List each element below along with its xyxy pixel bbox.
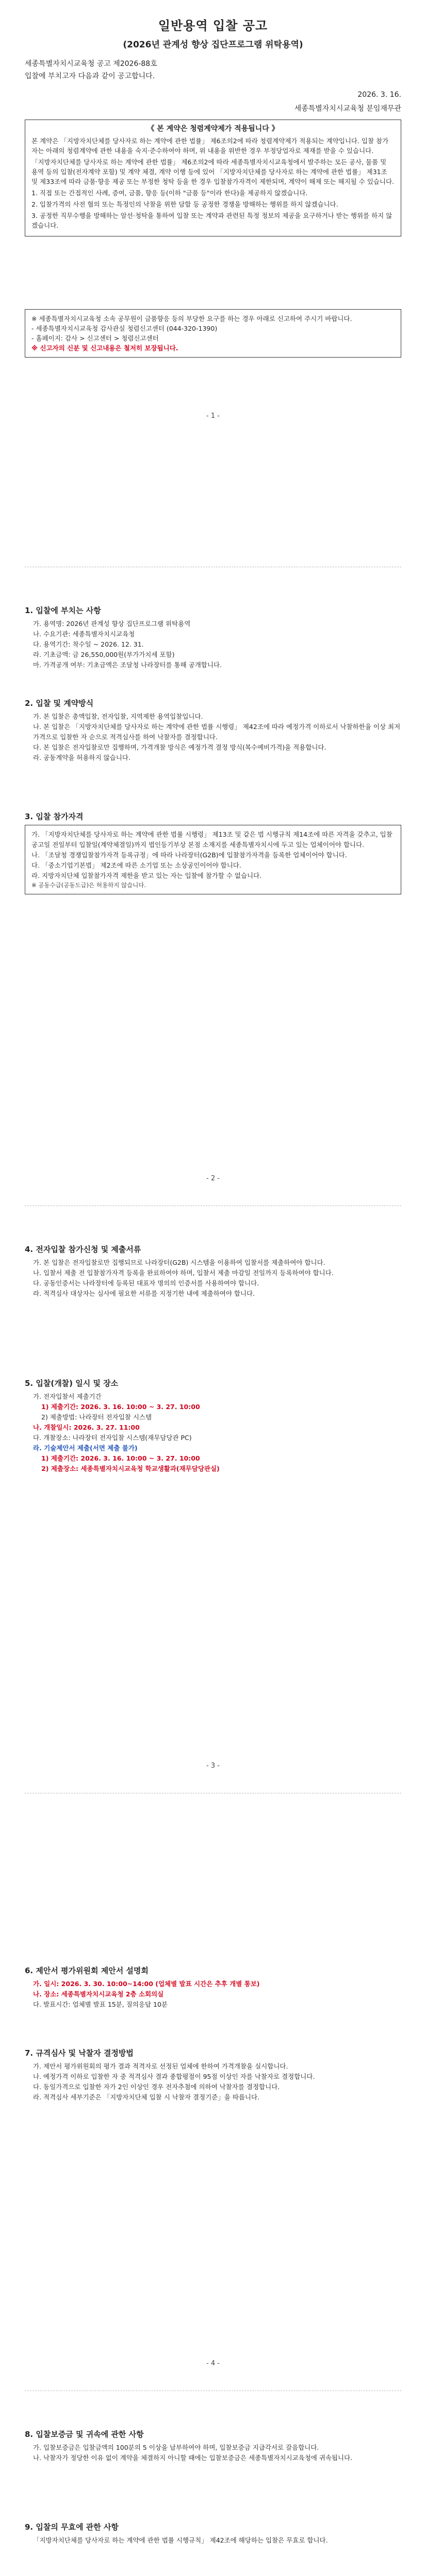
section-item: 나. 입찰서 제출 전 입찰참가자격 등록을 완료하여야 하며, 입찰서 제출 마감일 전일까지 등록하여야 합니다. bbox=[33, 1269, 334, 1277]
page-title: 일반용역 입찰 공고 bbox=[158, 19, 268, 33]
section-heading: 1. 입찰에 부치는 사항 bbox=[25, 606, 101, 615]
section-5 bbox=[25, 1370, 401, 1474]
section-item: 가. 본 입찰은 총액입찰, 전자입찰, 지역제한 용역입찰입니다. bbox=[33, 713, 203, 720]
section-item: 1) 제출기간: 2026. 3. 16. 10:00 ~ 3. 27. 10:00 bbox=[41, 1403, 200, 1411]
section-item: 라. 지방자치단체 입찰참가자격 제한을 받고 있는 자는 입찰에 참가할 수 없습니다. bbox=[31, 872, 262, 879]
page-number: - 1 - bbox=[206, 412, 220, 420]
section-7 bbox=[25, 2040, 401, 2103]
intro-block bbox=[25, 58, 401, 82]
intro-text: 입찰에 부치고자 다음과 같이 공고합니다. bbox=[25, 72, 155, 80]
section-item: 다. 본 입찰은 전자입찰로만 집행하며, 가격개찰 방식은 예정가격 결정 방식(복수예비가격)을 적용합니다. bbox=[33, 743, 326, 751]
section-item: 다. 동일가격으로 입찰한 자가 2인 이상인 경우 전자추첨에 의하여 낙찰자를 결정합니다. bbox=[33, 2083, 280, 2091]
section-9 bbox=[25, 2514, 401, 2546]
section-item: 가. 용역명: 2026년 관계성 향상 집단프로그램 위탁용역 bbox=[33, 620, 191, 628]
section-heading: 2. 입찰 및 계약방식 bbox=[25, 699, 94, 708]
report-line-4: ※ 신고자의 신분 및 신고내용은 철저히 보장됩니다. bbox=[31, 344, 178, 352]
page-number: - 3 - bbox=[206, 1762, 220, 1770]
section-item: 가. 전자입찰서 제출기간 bbox=[33, 1393, 102, 1400]
report-center-box bbox=[25, 309, 401, 358]
issuing-org: 세종특별자치시교육청 분임재무관 bbox=[294, 105, 401, 113]
section-2 bbox=[25, 690, 401, 763]
section-item: 나. 예정가격 이하로 입찰한 자 중 적격심사 결과 종합평점이 95점 이상인 자를 낙찰자로 결정합니다. bbox=[33, 2073, 315, 2080]
integrity-para-1: 본 계약은 「지방자치단체를 당사자로 하는 계약에 관한 법률」 제6조의2에 따라 청렴계약제가 적용되는 계약입니다. 입찰 참가자는 아래의 청렴계약에 관한 내용을 숙지·준수하여야 하며, 위 내용을 위반한 경우 부정당업자로 제재를 받을 수 있습니다. bbox=[31, 137, 389, 155]
section-3 bbox=[25, 804, 401, 894]
section-heading: 3. 입찰 참가자격 bbox=[25, 812, 84, 821]
section-item: 다. 「중소기업기본법」 제2조에 따른 소기업 또는 소상공인이어야 합니다. bbox=[31, 861, 241, 869]
section-1 bbox=[25, 598, 401, 670]
section-item: 가. 입찰보증금은 입찰금액의 100분의 5 이상을 납부하여야 하며, 입찰보증금 지급각서로 갈음합니다. bbox=[33, 2444, 319, 2451]
integrity-box-title: 《 본 계약은 청렴계약제가 적용됩니다 》 bbox=[147, 125, 279, 133]
section-item: 마. 가격공개 여부: 기초금액은 조달청 나라장터를 통해 공개합니다. bbox=[33, 661, 222, 669]
section-item: 라. 적격심사 세부기준은 「지방자치단체 입찰 시 낙찰자 결정기준」을 따릅니다. bbox=[33, 2093, 260, 2101]
report-line-2: - 세종특별자치시교육청 감사관실 청렴신고센터 (044-320-1390) bbox=[31, 325, 218, 332]
section-item: 1) 제출기간: 2026. 3. 16. 10:00 ~ 3. 27. 10:00 bbox=[41, 1454, 200, 1462]
section-heading: 4. 전자입찰 참가신청 및 제출서류 bbox=[25, 1245, 141, 1254]
eligibility-box bbox=[25, 825, 401, 894]
section-heading: 9. 입찰의 무효에 관한 사항 bbox=[25, 2522, 119, 2532]
section-item: 나. 본 입찰은 「지방자치단체를 당사자로 하는 계약에 관한 법률 시행령」 제42조에 따라 예정가격 이하로서 낙찰하한율 이상 최저가격으로 입찰한 자 순으로 적격심사를 하여 낙찰자를 결정합니다. bbox=[33, 723, 401, 741]
section-item: 라. 기술제안서 제출(서면 제출 불가) bbox=[33, 1444, 138, 1452]
section-item: 나. 수요기관: 세종특별자치시교육청 bbox=[33, 630, 135, 638]
integrity-para-5: 3. 공정한 직무수행을 방해하는 알선·청탁을 통하여 입찰 또는 계약과 관련된 특정 정보의 제공을 요구하거나 받는 행위를 하지 않겠습니다. bbox=[31, 212, 392, 229]
integrity-notice-box bbox=[25, 120, 401, 236]
section-item: 다. 용역기간: 착수일 ~ 2026. 12. 31. bbox=[33, 640, 144, 648]
report-line-1: ※ 세종특별자치시교육청 소속 공무원이 금품향응 등의 부당한 요구를 하는 경우 아래로 신고하여 주시기 바랍니다. bbox=[31, 315, 352, 323]
section-item: 가. 일시: 2026. 3. 30. 10:00~14:00 (업체별 발표 시간은 추후 개별 통보) bbox=[33, 1980, 260, 1988]
notice-date: 2026. 3. 16. bbox=[357, 91, 401, 99]
section-heading: 8. 입찰보증금 및 귀속에 관한 사항 bbox=[25, 2430, 144, 2439]
section-item: 나. 낙찰자가 정당한 이유 없이 계약을 체결하지 아니할 때에는 입찰보증금은 세종특별자치시교육청에 귀속됩니다. bbox=[33, 2454, 353, 2462]
section-item: 다. 개찰장소: 나라장터 전자입찰 시스템(재무담당관 PC) bbox=[33, 1434, 192, 1442]
page-number: - 4 - bbox=[206, 2360, 220, 2367]
section-8 bbox=[25, 2421, 401, 2463]
section-item: 2) 제출장소: 세종특별자치시교육청 학교생활과(재무담당관실) bbox=[41, 1465, 220, 1472]
section-item: 가. 제안서 평가위원회의 평가 결과 적격자로 선정된 업체에 한하여 가격개찰을 실시합니다. bbox=[33, 2062, 288, 2070]
section-item: 2) 제출방법: 나라장터 전자입찰 시스템 bbox=[41, 1413, 152, 1421]
section-item: 나. 장소: 세종특별자치시교육청 2층 소회의실 bbox=[33, 1990, 164, 1998]
section-item: 가. 본 입찰은 전자입찰로만 집행되므로 나라장터(G2B) 시스템을 이용하여 입찰서를 제출하여야 합니다. bbox=[33, 1259, 325, 1266]
section-item: 나. 「조달청 경쟁입찰참가자격 등록규정」에 따라 나라장터(G2B)에 입찰참가자격을 등록한 업체이어야 합니다. bbox=[31, 851, 347, 859]
section-item: 「지방자치단체를 당사자로 하는 계약에 관한 법률 시행규칙」 제42조에 해당하는 입찰은 무효로 합니다. bbox=[33, 2536, 328, 2544]
section-heading: 7. 규격심사 및 낙찰자 결정방법 bbox=[25, 2048, 134, 2058]
page-subtitle: (2026년 관계성 향상 집단프로그램 위탁용역) bbox=[123, 40, 303, 50]
notice-number: 세종특별자치시교육청 공고 제2026-88호 bbox=[25, 60, 157, 68]
section-note: ※ 공동수급(공동도급)은 허용하지 않습니다. bbox=[31, 882, 146, 889]
section-4 bbox=[25, 1236, 401, 1299]
integrity-para-3: 1. 직접 또는 간접적인 사례, 증여, 금품, 향응 등(이하 "금품 등"이라 한다)을 제공하지 않겠습니다. bbox=[31, 189, 308, 197]
section-item: 가. 「지방자치단체를 당사자로 하는 계약에 관한 법률 시행령」 제13조 및 같은 법 시행규칙 제14조에 따른 자격을 갖추고, 입찰공고일 전일부터 입찰일(계약체결일)까지 법인등기부상 본점 소재지를 세종특별자치시에 두고 있는 업체이어야 합니다. bbox=[31, 831, 392, 849]
integrity-para-4: 2. 입찰가격의 사전 협의 또는 특정인의 낙찰을 위한 담합 등 공정한 경쟁을 방해하는 행위를 하지 않겠습니다. bbox=[31, 200, 338, 208]
section-item: 라. 기초금액: 금 26,550,000원(부가가치세 포함) bbox=[33, 651, 175, 658]
section-6 bbox=[25, 1958, 401, 2010]
section-item: 다. 공동인증서는 나라장터에 등록된 대표자 명의의 인증서를 사용하여야 합니다. bbox=[33, 1279, 259, 1287]
section-heading: 5. 입찰(개찰) 일시 및 장소 bbox=[25, 1379, 119, 1388]
section-item: 나. 개찰일시: 2026. 3. 27. 11:00 bbox=[33, 1423, 140, 1431]
section-item: 라. 적격심사 대상자는 심사에 필요한 서류를 지정기한 내에 제출하여야 합니다. bbox=[33, 1290, 255, 1297]
report-line-3: - 홈페이지: 감사 > 신고센터 > 청렴신고센터 bbox=[31, 334, 159, 342]
section-item: 라. 공동계약을 허용하지 않습니다. bbox=[33, 754, 130, 761]
section-item: 다. 발표시간: 업체별 발표 15분, 질의응답 10분 bbox=[33, 2001, 168, 2008]
integrity-para-2: 「지방자치단체를 당사자로 하는 계약에 관한 법률」 제6조의2에 따라 세종특별자치시교육청에서 발주하는 모든 공사, 물품 및 용역 등의 입찰(전자계약 포함) 및 계약 체결, 계약 이행 등에 있어 「지방자치단체를 당사자로 하는 계약에 관한 법률」 제31조 및 제33조에 따라 금품·향응 제공 또는 부정한 청탁 등을 한 경우 입찰참가자격이 제한되며, 계약이 해제 또는 해지될 수 있습니다. bbox=[31, 158, 395, 185]
section-heading: 6. 제안서 평가위원회 제안서 설명회 bbox=[25, 1966, 149, 1975]
page-number: - 2 - bbox=[206, 1175, 220, 1182]
